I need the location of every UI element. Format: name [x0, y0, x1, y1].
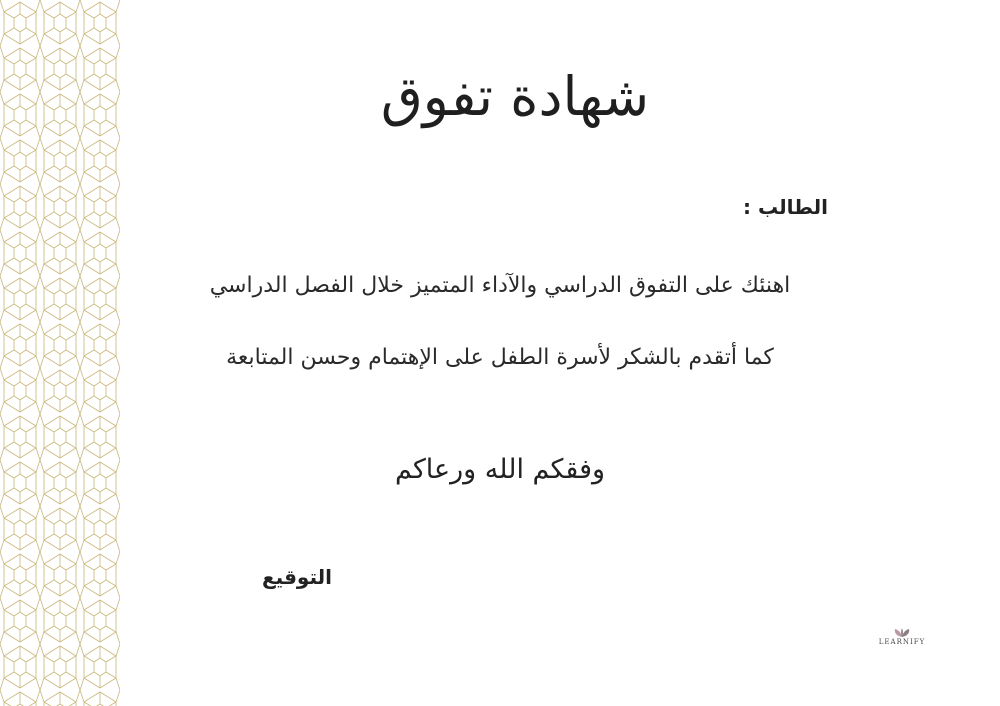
certificate-title: شهادة تفوق: [380, 65, 650, 128]
blessing-text: وفقكم الله ورعاكم: [394, 454, 606, 485]
learnify-logo: [872, 628, 932, 654]
logo-text: LEARNIFY: [878, 638, 926, 646]
signature-label: التوقيع: [262, 565, 332, 589]
thanks-text: كما أتقدم بالشكر لأسرة الطفل على الإهتمام وحسن المتابعة: [226, 345, 774, 370]
congratulation-text: اهنئك على التفوق الدراسي والآداء المتميز خلال الفصل الدراسي: [209, 273, 791, 298]
logo-leaf-icon: [891, 628, 913, 638]
student-name-label: الطالب :: [743, 195, 828, 219]
